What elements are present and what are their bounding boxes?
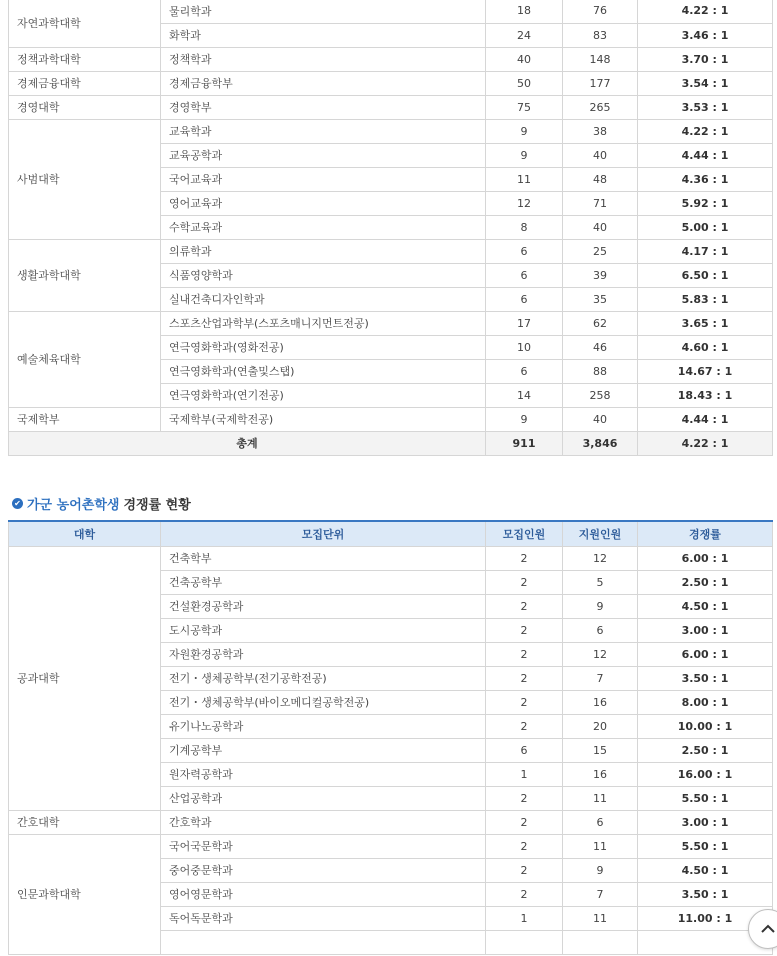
ratio-cell: 4.50 : 1	[638, 858, 773, 882]
quota-cell: 6	[486, 239, 563, 263]
applicants-cell: 11	[563, 834, 638, 858]
total-row	[9, 431, 773, 455]
section-title-highlight: 가군 농어촌학생	[27, 498, 120, 513]
quota-cell	[486, 930, 563, 954]
ratio-cell: 3.50 : 1	[638, 666, 773, 690]
college-cell: 공과대학	[9, 546, 161, 810]
quota-cell: 75	[486, 95, 563, 119]
applicants-cell: 5	[563, 570, 638, 594]
quota-cell: 2	[486, 786, 563, 810]
quota-cell: 9	[486, 143, 563, 167]
ratio-cell: 4.50 : 1	[638, 594, 773, 618]
applicants-cell: 20	[563, 714, 638, 738]
applicants-cell: 71	[563, 191, 638, 215]
unit-cell: 간호학과	[161, 810, 486, 834]
quota-cell: 6	[486, 263, 563, 287]
quota-cell: 2	[486, 690, 563, 714]
ratio-cell: 5.50 : 1	[638, 834, 773, 858]
applicants-cell: 16	[563, 690, 638, 714]
ratio-cell: 4.60 : 1	[638, 335, 773, 359]
applicants-cell: 258	[563, 383, 638, 407]
unit-cell: 정책학과	[161, 47, 486, 71]
ratio-cell: 4.22 : 1	[638, 119, 773, 143]
table-row	[9, 71, 773, 95]
total-label: 총계	[9, 431, 486, 455]
header-applicants: 지원인원	[563, 521, 638, 546]
ratio-cell: 8.00 : 1	[638, 690, 773, 714]
ratio-cell: 4.44 : 1	[638, 407, 773, 431]
unit-cell: 원자력공학과	[161, 762, 486, 786]
table-row	[9, 95, 773, 119]
ratio-cell: 14.67 : 1	[638, 359, 773, 383]
quota-cell: 6	[486, 738, 563, 762]
table-row	[9, 407, 773, 431]
quota-cell: 18	[486, 0, 563, 23]
quota-cell: 2	[486, 810, 563, 834]
ratio-cell: 5.50 : 1	[638, 786, 773, 810]
header-unit: 모집단위	[161, 521, 486, 546]
applicants-cell: 83	[563, 23, 638, 47]
ratio-cell: 6.00 : 1	[638, 642, 773, 666]
ratio-cell: 3.70 : 1	[638, 47, 773, 71]
ratio-cell: 3.54 : 1	[638, 71, 773, 95]
applicants-cell: 6	[563, 810, 638, 834]
applicants-cell: 88	[563, 359, 638, 383]
ratio-cell: 3.46 : 1	[638, 23, 773, 47]
table-row	[9, 0, 773, 23]
applicants-cell: 76	[563, 0, 638, 23]
quota-cell: 1	[486, 906, 563, 930]
quota-cell: 6	[486, 359, 563, 383]
unit-cell: 독어독문학과	[161, 906, 486, 930]
unit-cell: 교육공학과	[161, 143, 486, 167]
quota-cell: 2	[486, 594, 563, 618]
ratio-cell: 11.00 : 1	[638, 906, 773, 930]
unit-cell: 건축공학부	[161, 570, 486, 594]
applicants-cell: 39	[563, 263, 638, 287]
chevron-up-icon	[760, 924, 776, 934]
unit-cell: 도시공학과	[161, 618, 486, 642]
unit-cell: 경제금융학부	[161, 71, 486, 95]
competition-table-1	[8, 0, 773, 456]
quota-cell: 9	[486, 407, 563, 431]
college-cell: 자연과학대학	[9, 0, 161, 47]
applicants-cell: 7	[563, 666, 638, 690]
total-quota: 911	[486, 431, 563, 455]
table-row	[9, 546, 773, 570]
check-circle-icon: ✔	[12, 498, 23, 509]
table-row	[9, 810, 773, 834]
unit-cell: 전기・생체공학부(바이오메디컬공학전공)	[161, 690, 486, 714]
ratio-cell: 2.50 : 1	[638, 570, 773, 594]
ratio-cell: 4.22 : 1	[638, 0, 773, 23]
header-ratio: 경쟁률	[638, 521, 773, 546]
ratio-cell: 10.00 : 1	[638, 714, 773, 738]
quota-cell: 2	[486, 642, 563, 666]
total-applicants: 3,846	[563, 431, 638, 455]
applicants-cell	[563, 930, 638, 954]
ratio-cell: 3.50 : 1	[638, 882, 773, 906]
quota-cell: 24	[486, 23, 563, 47]
unit-cell: 국제학부(국제학전공)	[161, 407, 486, 431]
quota-cell: 17	[486, 311, 563, 335]
unit-cell: 영어영문학과	[161, 882, 486, 906]
quota-cell: 2	[486, 546, 563, 570]
college-cell: 국제학부	[9, 407, 161, 431]
unit-cell: 유기나노공학과	[161, 714, 486, 738]
applicants-cell: 11	[563, 906, 638, 930]
total-ratio: 4.22 : 1	[638, 431, 773, 455]
table-row	[9, 311, 773, 335]
college-cell: 생활과학대학	[9, 239, 161, 311]
applicants-cell: 15	[563, 738, 638, 762]
unit-cell: 식품영양학과	[161, 263, 486, 287]
quota-cell: 12	[486, 191, 563, 215]
quota-cell: 50	[486, 71, 563, 95]
applicants-cell: 25	[563, 239, 638, 263]
college-cell: 간호대학	[9, 810, 161, 834]
header-college: 대학	[9, 521, 161, 546]
applicants-cell: 40	[563, 407, 638, 431]
applicants-cell: 62	[563, 311, 638, 335]
unit-cell: 실내건축디자인학과	[161, 287, 486, 311]
applicants-cell: 148	[563, 47, 638, 71]
table-row	[9, 834, 773, 858]
unit-cell: 물리학과	[161, 0, 486, 23]
applicants-cell: 9	[563, 858, 638, 882]
unit-cell: 건축학부	[161, 546, 486, 570]
applicants-cell: 6	[563, 618, 638, 642]
applicants-cell: 16	[563, 762, 638, 786]
quota-cell: 10	[486, 335, 563, 359]
college-cell: 예술체육대학	[9, 311, 161, 407]
header-quota: 모집인원	[486, 521, 563, 546]
applicants-cell: 11	[563, 786, 638, 810]
quota-cell: 2	[486, 666, 563, 690]
ratio-cell: 5.92 : 1	[638, 191, 773, 215]
applicants-cell: 40	[563, 143, 638, 167]
unit-cell: 경영학부	[161, 95, 486, 119]
quota-cell: 40	[486, 47, 563, 71]
quota-cell: 2	[486, 618, 563, 642]
unit-cell: 연극영화학과(영화전공)	[161, 335, 486, 359]
competition-table-2	[8, 520, 773, 955]
applicants-cell: 48	[563, 167, 638, 191]
unit-cell: 중어중문학과	[161, 858, 486, 882]
college-cell: 인문과학대학	[9, 834, 161, 954]
section-title	[12, 494, 191, 513]
unit-cell: 자원환경공학과	[161, 642, 486, 666]
quota-cell: 2	[486, 570, 563, 594]
quota-cell: 11	[486, 167, 563, 191]
applicants-cell: 9	[563, 594, 638, 618]
applicants-cell: 177	[563, 71, 638, 95]
unit-cell: 교육학과	[161, 119, 486, 143]
ratio-cell: 4.36 : 1	[638, 167, 773, 191]
ratio-cell: 6.50 : 1	[638, 263, 773, 287]
unit-cell: 기계공학부	[161, 738, 486, 762]
ratio-cell: 16.00 : 1	[638, 762, 773, 786]
unit-cell: 전기・생체공학부(전기공학전공)	[161, 666, 486, 690]
quota-cell: 2	[486, 882, 563, 906]
ratio-cell: 18.43 : 1	[638, 383, 773, 407]
unit-cell: 수학교육과	[161, 215, 486, 239]
unit-cell	[161, 930, 486, 954]
table-row	[9, 239, 773, 263]
quota-cell: 9	[486, 119, 563, 143]
quota-cell: 2	[486, 858, 563, 882]
applicants-cell: 265	[563, 95, 638, 119]
unit-cell: 스포츠산업과학부(스포츠매니지먼트전공)	[161, 311, 486, 335]
applicants-cell: 35	[563, 287, 638, 311]
ratio-cell: 4.17 : 1	[638, 239, 773, 263]
ratio-cell: 6.00 : 1	[638, 546, 773, 570]
applicants-cell: 7	[563, 882, 638, 906]
applicants-cell: 38	[563, 119, 638, 143]
table-header-row	[9, 521, 773, 546]
quota-cell: 6	[486, 287, 563, 311]
applicants-cell: 12	[563, 642, 638, 666]
section-title-rest: 경쟁률 현황	[123, 498, 191, 513]
college-cell: 정책과학대학	[9, 47, 161, 71]
quota-cell: 14	[486, 383, 563, 407]
unit-cell: 영어교육과	[161, 191, 486, 215]
table-row	[9, 119, 773, 143]
quota-cell: 8	[486, 215, 563, 239]
applicants-cell: 46	[563, 335, 638, 359]
unit-cell: 국어국문학과	[161, 834, 486, 858]
ratio-cell: 5.00 : 1	[638, 215, 773, 239]
applicants-cell: 12	[563, 546, 638, 570]
ratio-cell: 3.00 : 1	[638, 810, 773, 834]
ratio-cell: 2.50 : 1	[638, 738, 773, 762]
unit-cell: 연극영화학과(연출및스탭)	[161, 359, 486, 383]
unit-cell: 화학과	[161, 23, 486, 47]
ratio-cell: 3.65 : 1	[638, 311, 773, 335]
unit-cell: 연극영화학과(연기전공)	[161, 383, 486, 407]
ratio-cell: 3.53 : 1	[638, 95, 773, 119]
applicants-cell: 40	[563, 215, 638, 239]
quota-cell: 1	[486, 762, 563, 786]
ratio-cell: 5.83 : 1	[638, 287, 773, 311]
ratio-cell: 4.44 : 1	[638, 143, 773, 167]
unit-cell: 국어교육과	[161, 167, 486, 191]
ratio-cell: 3.00 : 1	[638, 618, 773, 642]
college-cell: 경영대학	[9, 95, 161, 119]
quota-cell: 2	[486, 714, 563, 738]
unit-cell: 의류학과	[161, 239, 486, 263]
college-cell: 경제금융대학	[9, 71, 161, 95]
college-cell: 사범대학	[9, 119, 161, 239]
unit-cell: 건설환경공학과	[161, 594, 486, 618]
table-row	[9, 47, 773, 71]
unit-cell: 산업공학과	[161, 786, 486, 810]
quota-cell: 2	[486, 834, 563, 858]
